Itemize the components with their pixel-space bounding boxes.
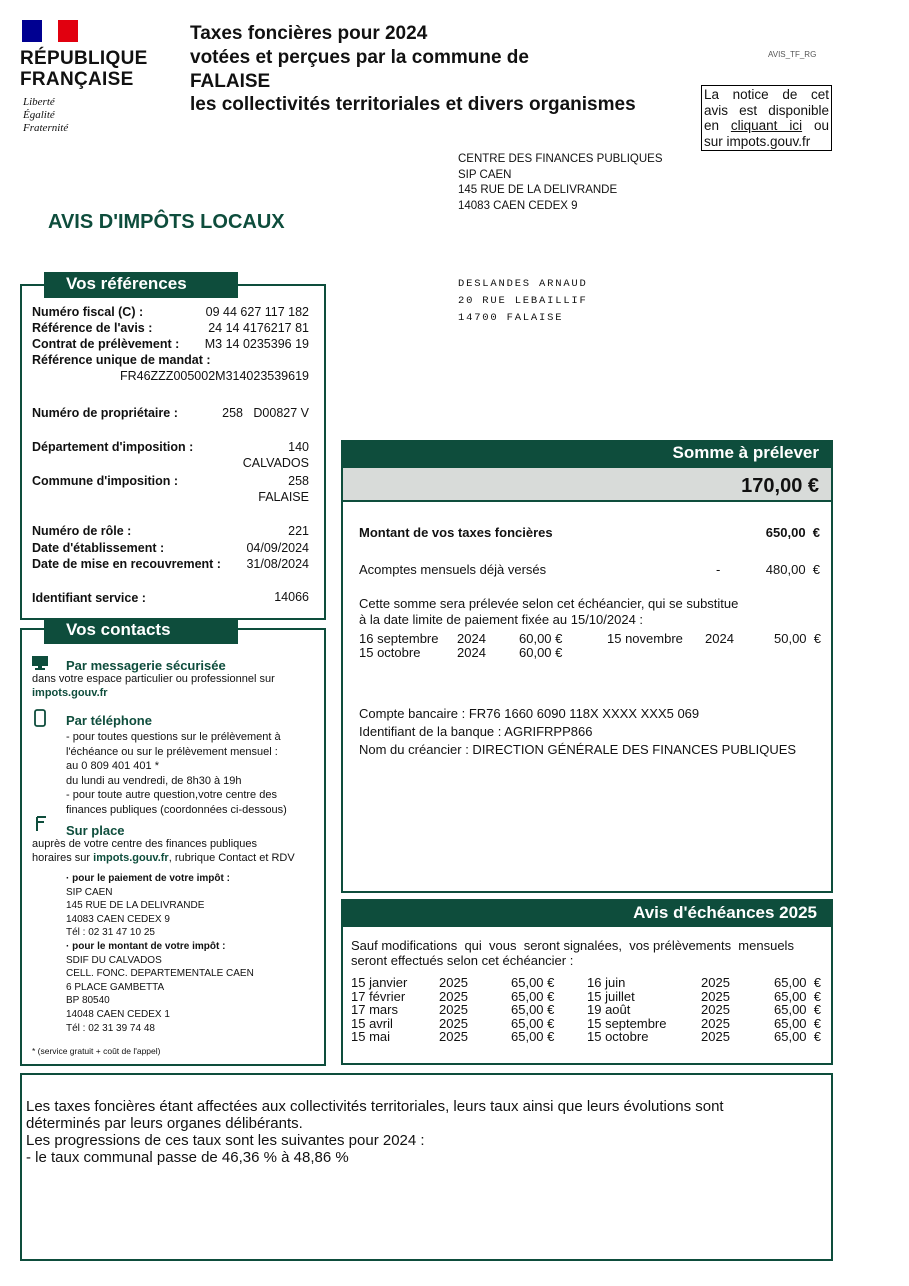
echeance-cell: 2025 [439,1029,468,1044]
building-icon [34,816,48,832]
nom-creancier: Nom du créancier : DIRECTION GÉNÉRALE DES FINANCES PUBLIQUES [359,742,797,757]
acomptes-sign: - [716,562,721,577]
contact-addresses: · pour le paiement de votre impôt : SIP CAEN 145 RUE DE LA DELIVRANDE 14083 CAEN CEDEX 9 Tél : 02 31 47 10 25 · pour le montant de votre impôt : SDIF DU CALVADOS CELL. FONC. DEPARTEMENTALE CAEN 6 PLACE GAMBETTA BP 80540 14048 CAEN CEDEX 1 Tél : 02 31 39 74 48 [66,873,254,1034]
echeance-cell: 2025 [701,988,730,1004]
prelevement-info-1: Cette somme sera prélevée selon cet échéancier, qui se substitue [359,596,739,611]
contacts-footnote: * (service gratuit + coût de l'appel) [32,1046,161,1056]
echeance-cell: 2025 [701,1015,730,1031]
references-title: Vos références [44,272,238,298]
departement-label: Département d'imposition : [32,440,194,454]
echeance-cell: 65,00 € [774,988,821,1004]
proprietaire-value: 258 D00827 V [222,406,309,420]
compte-bancaire: Compte bancaire : FR76 1660 6090 118X XXXX XXX5 069 [359,706,700,721]
etablissement-label: Date d'établissement : [32,541,165,555]
republique-francaise-logo [20,20,155,138]
somme-box [341,440,833,893]
echeance-cell: 65,00 € [774,1002,821,1017]
echeance-row [351,976,821,990]
echeance-cell: 17 mars [351,1002,398,1017]
echeance-row [351,1017,821,1031]
echeance-cell: 65,00 € [774,975,821,990]
recouvrement-label: Date de mise en recouvrement : [32,557,221,571]
etablissement-value: 04/09/2024 [246,541,309,555]
echeance-row [351,990,821,1004]
recipient-address: DESLANDES ARNAUD 20 RUE LEBAILLIF 14700 FALAISE [458,278,588,324]
somme-amount: 170,00 € [343,468,831,502]
prelevement-schedule [359,632,821,659]
somme-title: Somme à prélever [341,440,833,468]
header-title-1: Taxes foncières pour 2024 [190,23,428,44]
echeance-cell: 15 juillet [587,988,635,1004]
prelevement-info-2: à la date limite de paiement fixée au 15/10/2024 : [359,612,644,627]
header-title-2: votées et perçues par la commune de [190,47,529,68]
rum-label: Référence unique de mandat : [32,353,211,367]
departement-code: 140 [288,440,309,454]
logo-motto-3: Fraternité [23,122,69,134]
role-value: 221 [288,524,309,538]
commune-code: 258 [288,474,309,488]
echeance-cell: 2025 [701,1029,730,1044]
echeance-cell: 65,00 € [774,1029,821,1044]
notice-box[interactable] [701,85,832,151]
logo-motto-2: Égalité [23,109,55,121]
echeances-schedule [351,976,821,1044]
service-label: Identifiant service : [32,591,146,605]
echeances-intro-1: Sauf modifications qui vous seront signalées, vos prélèvements mensuels [351,938,794,953]
echeance-cell: 17 février [351,988,406,1004]
sur-place-text-1: auprès de votre centre des finances publiques [32,838,258,850]
echeance-cell: 65,00 € [511,1015,555,1031]
echeance-cell: 2025 [439,988,468,1004]
echeance-cell: 65,00 € [511,975,555,990]
echeances-intro-2: seront effectués selon cet échéancier : [351,953,574,968]
echeance-cell: 15 octobre [587,1029,649,1044]
notice-line-1: La notice de cet [704,87,829,102]
phone-icon [34,709,46,727]
echeance-cell: 2025 [439,1015,468,1031]
contacts-title: Vos contacts [44,618,238,644]
contrat-label: Contrat de prélèvement : [32,337,180,351]
rum-value: FR46ZZZ005002M314023539619 [119,369,309,383]
echeance-cell: 2025 [439,975,468,990]
logo-line-2: FRANÇAISE [20,69,134,90]
messagerie-link[interactable]: impots.gouv.fr [32,687,108,699]
sur-place-link[interactable]: impots.gouv.fr [93,852,169,864]
montant-value: 650,00 € [765,525,820,540]
echeance-cell: 65,00 € [511,988,555,1004]
header-title-4: les collectivités territoriales et divers organismes [190,94,636,115]
echeance-cell: 15 septembre [587,1015,667,1031]
echeance-cell: 65,00 € [774,1015,821,1031]
echeance-row [351,1003,821,1017]
notice-line-2: avis est disponible [704,102,829,118]
numero-fiscal-value: 09 44 627 117 182 [205,305,309,319]
echeance-cell: 19 août [587,1002,631,1017]
echeance-cell: 65,00 € [511,1002,555,1017]
identifiant-banque: Identifiant de la banque : AGRIFRPP866 [359,724,593,739]
proprietaire-label: Numéro de propriétaire : [32,406,178,420]
marianne-flag-icon [22,20,78,42]
telephone-details: - pour toutes questions sur le prélèvement à l'échéance ou sur le prélèvement mensuel : au 0 809 401 401 * du lundi au vendredi, de 8h30 à 19h - pour toute autre question,votre centre des finances publiques (coordonnées ci-dessous) [66,731,287,816]
document-title: AVIS D'IMPÔTS LOCAUX [48,211,285,233]
commune-label: Commune d'imposition : [32,474,179,488]
logo-line-1: RÉPUBLIQUE [20,48,148,69]
montant-label: Montant de vos taxes foncières [359,525,553,540]
ref-avis-value: 24 14 4176217 81 [208,321,309,335]
echeance-cell: 2025 [701,975,730,990]
echeance-cell: 15 avril [351,1015,393,1031]
echeance-cell: 2025 [701,1002,730,1017]
schedule-row: 15 octobre 2024 60,00 € [359,644,563,660]
echeance-row [351,1030,821,1044]
echeance-cell: 15 janvier [351,975,408,990]
echeance-cell: 2025 [439,1002,468,1017]
recouvrement-value: 31/08/2024 [246,557,309,571]
messagerie-text: dans votre espace particulier ou professionnel sur [32,673,275,685]
center-address: CENTRE DES FINANCES PUBLIQUES SIP CAEN 145 RUE DE LA DELIVRANDE 14083 CAEN CEDEX 9 [458,153,663,212]
commune-name: FALAISE [258,490,309,504]
info-text: Les taxes foncières étant affectées aux collectivités territoriales, leurs taux ainsi que leurs évolutions sont déterminés par leurs organes délibérants. Les progressions de ces taux sont les suivantes pour 2024 : - le taux communal passe de 46,36 % à 48,86 % [26,1098,724,1166]
schedule-row: 16 septembre 2024 60,00 € 15 novembre 2024 50,00 € [359,631,821,646]
echeance-cell: 65,00 € [511,1029,555,1044]
notice-line-4: sur impots.gouv.fr [704,133,811,149]
echeances-title: Avis d'échéances 2025 [341,899,833,927]
service-value: 14066 [274,590,309,604]
sur-place-text-2: horaires sur impots.gouv.fr, rubrique Contact et RDV [32,852,295,864]
numero-fiscal-label: Numéro fiscal (C) : [32,305,144,319]
ref-avis-label: Référence de l'avis : [32,321,153,335]
logo-motto-1: Liberté [23,96,55,108]
departement-name: CALVADOS [242,456,309,470]
echeance-cell: 15 mai [351,1029,391,1044]
role-label: Numéro de rôle : [32,524,132,538]
doc-code: AVIS_TF_RG [768,50,817,59]
telephone-title: Par téléphone [66,713,152,728]
sur-place-title: Sur place [66,823,125,838]
acomptes-label: Acomptes mensuels déjà versés [359,562,547,577]
contrat-value: M3 14 0235396 19 [204,337,309,351]
header-title-3: FALAISE [190,71,271,92]
notice-link[interactable]: cliquant ici [730,118,803,133]
computer-icon [32,656,48,670]
notice-line-3: en cliquant ici ou [704,118,829,133]
messagerie-title: Par messagerie sécurisée [66,658,226,673]
acomptes-value: 480,00 € [765,562,820,577]
echeance-cell: 16 juin [587,975,626,990]
